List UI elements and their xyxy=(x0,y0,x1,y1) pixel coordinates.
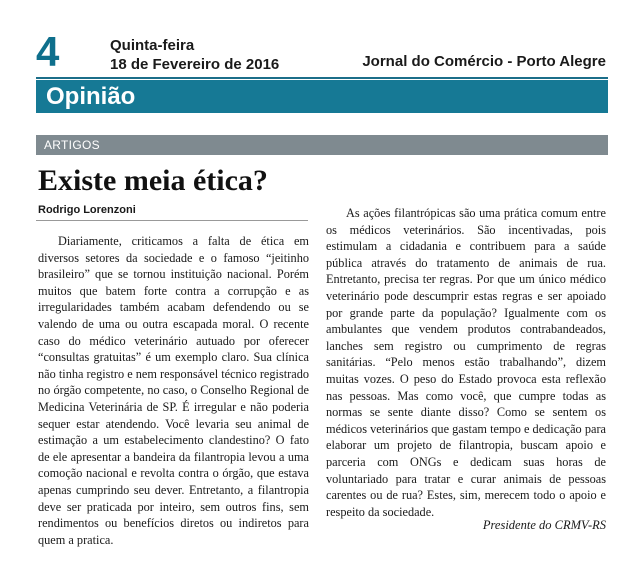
weekday: Quinta-feira xyxy=(110,37,195,54)
header-rule xyxy=(36,77,608,79)
article-paragraph: As ações filantrópicas são uma prática comum entre os médicos veterinários. São incentivadas, pois estimulam a cidadania e contribuem para a saúde pública através do tratamento de animais de rua. Entretanto, precisa ter regras. Por que um único médico veterinário pode descumprir estas regras e ser apoiado por grande parte da população? Igualmente com os ambulantes que vendem produtos contrabandeados, lanches sem registro ou cumprimento de regras sanitárias. “Pelo menos estão trabalhando”, dizem muitas vozes. O peso do Estado provoca esta reflexão nas pessoas. Mas como você, que cumpre todas as normas se sente diante disso? Como se sentem os médicos veterinários que gastam tempo e dedicação para elaborar um projeto de filantropia, buscam apoio e parceria com ONGs e dedicam suas horas de voluntariado para tratar e curar animais de pessoas carentes ou de rua? Estes, sim, merecem todo o apoio e respeito da sociedade. xyxy=(326,206,606,519)
kicker-label: ARTIGOS xyxy=(44,138,100,152)
article-headline: Existe meia ética? xyxy=(38,164,268,197)
date-block xyxy=(110,36,279,74)
kicker-bar xyxy=(36,135,608,155)
article-paragraph: Diariamente, criticamos a falta de ética em diversos setores da sociedade e o famoso “jeitinho brasileiro” que se tornou instituição nacional. Porém muitos que batem forte contra a corrupção e as irregularidades também acabam defendendo ou se valendo de uma ou outra escapada moral. O recente caso do médico veterinário autuado por oferecer “consultas gratuitas” é um exemplo claro. Sua clínica não tinha registro e nem responsável técnico registrado no órgão competente, no caso, o Conselho Regional de Medicina Veterinária de SP. É irregular e não poderia sequer estar atendendo. Você levaria seu animal de estimação a um estabelecimento clandestino? O fato de ele apresentar a bandeira da filantropia levou a uma comoção nacional e revolta contra o órgão, que estava apenas cumprindo seu dever. Entretanto, a filantropia deve ser praticada por inteiro, sem outros fins, sem rendimentos ou benefícios diretos ou indiretos para quem a pratica. xyxy=(38,234,309,547)
byline-rule xyxy=(36,220,308,221)
journal-name: Jornal do Comércio - Porto Alegre xyxy=(362,53,606,70)
publication-date: 18 de Fevereiro de 2016 xyxy=(110,56,280,73)
article-author: Rodrigo Lorenzoni xyxy=(38,204,136,216)
page-number: 4 xyxy=(36,28,60,75)
section-title: Opinião xyxy=(46,83,136,110)
author-signature: Presidente do CRMV-RS xyxy=(482,518,606,532)
article-column-left xyxy=(38,233,309,548)
article-column-right xyxy=(326,205,606,520)
